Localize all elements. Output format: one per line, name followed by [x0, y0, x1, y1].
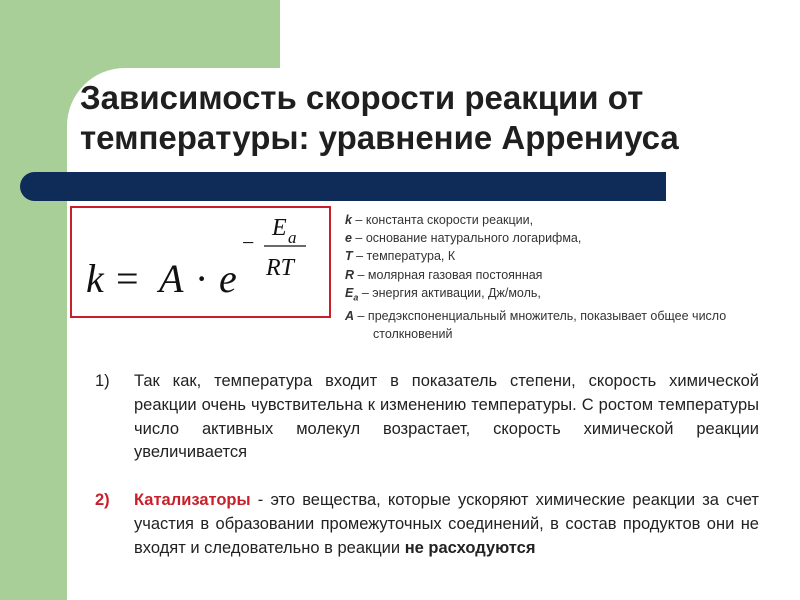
not-consumed-emphasis: не расходуются: [404, 538, 536, 557]
list-item-2: [95, 489, 759, 560]
exponent-minus: −: [242, 230, 255, 255]
formula-equals: =: [116, 256, 139, 301]
list-text-1: Так как, температура входит в показатель степени, скорость химической реакции очень чувствительна к изменению температуры. С ростом температуры число активных молекул возрастает, скорость химической реакции увеличивается: [134, 372, 759, 462]
list-text-2: Катализаторы - это вещества, которые ускоряют химические реакции за счет участия в образовании промежуточных соединений, в состав продуктов они не входят и следовательно в реакции не расходуются: [134, 491, 759, 557]
variable-definitions: [345, 211, 800, 343]
title-line-2: температуры: уравнение Аррениуса: [80, 119, 679, 156]
definition-R: R – молярная газовая постоянная: [345, 267, 543, 282]
explanation-list: [95, 370, 759, 561]
catalysts-term: Катализаторы: [134, 491, 251, 510]
formula-dot: ·: [195, 256, 209, 301]
formula-e: e: [219, 256, 237, 301]
divider-bar: [20, 172, 666, 201]
exponent-numerator-subscript: a: [288, 228, 297, 247]
list-number-2: 2): [95, 491, 110, 510]
definition-A: A – предэкспоненциальный множитель, показывает общее число: [345, 308, 727, 323]
definition-Ea: $E_a$ – энергия активации, Дж/моль,: [345, 285, 541, 303]
list-number-1: 1): [95, 372, 110, 390]
definition-k: k – константа скорости реакции,: [345, 213, 534, 227]
arrhenius-formula-box: [70, 206, 331, 318]
exponent-denominator: RT: [266, 255, 295, 281]
exponent-numerator-E: E: [272, 215, 287, 241]
formula-k: k: [86, 256, 104, 301]
definition-e: e – основание натурального логарифма,: [345, 231, 582, 246]
slide-title: [80, 78, 780, 158]
title-line-1: Зависимость скорости реакции от: [80, 79, 644, 116]
definition-A-continued: столкновений: [373, 326, 453, 341]
list-item-1: [95, 370, 759, 465]
formula-A: A: [159, 256, 184, 301]
definition-T: T – температура, К: [345, 249, 456, 264]
arrhenius-formula: [72, 208, 333, 320]
